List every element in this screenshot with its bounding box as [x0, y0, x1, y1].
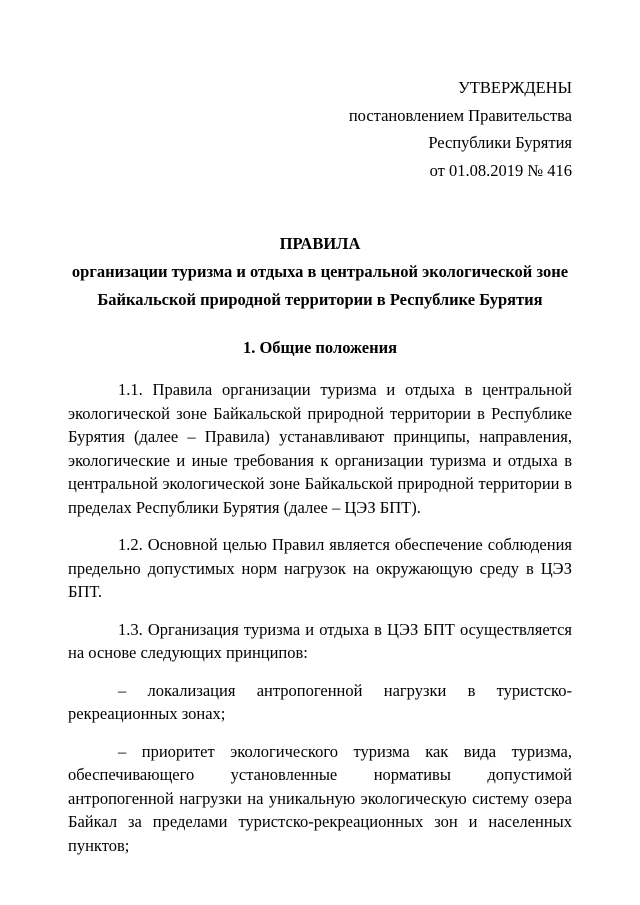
- approval-line: Республики Бурятия: [428, 133, 572, 152]
- approval-line: постановлением Правительства: [348, 105, 572, 125]
- approval-line: УТВЕРЖДЕНЫ: [458, 78, 572, 97]
- title-line: Байкальской природной территории в Республике Бурятия: [97, 290, 543, 309]
- paragraph: – локализация антропогенной нагрузки в туристско-рекреационных зонах;: [68, 680, 572, 723]
- paragraph: – приоритет экологического туризма как вида туризма, обеспечивающего установленные нормативы допустимой антропогенной нагрузки на уникальную экологическую систему озера Байкал за пределами туристско-рекреационных зон и населенных пунктов;: [68, 741, 572, 855]
- paragraph: 1.3. Организация туризма и отдыха в ЦЭЗ БПТ осуществляется на основе следующих принципов:: [68, 619, 572, 662]
- approval-block: [349, 74, 572, 184]
- title-line: организации туризма и отдыха в центральной экологической зоне: [71, 262, 569, 281]
- paragraph: 1.2. Основной целью Правил является обеспечение соблюдения предельно допустимых норм нагрузок на окружающую среду в ЦЭЗ БПТ.: [68, 535, 572, 601]
- title-line: ПРАВИЛА: [279, 234, 361, 253]
- document-title: [68, 230, 572, 314]
- section-heading: 1. Общие положения: [242, 338, 398, 357]
- paragraph: 1.1. Правила организации туризма и отдыха в центральной экологической зоне Байкальской природной территории в Республике Бурятия (далее – Правила) устанавливают принципы, направления, экологические и иные требования к организации туризма и отдыха в центральной экологической зоне Байкальской природной территории в пределах Республики Бурятия (далее – ЦЭЗ БПТ).: [68, 380, 572, 517]
- approval-date: от 01.08.2019 № 416: [429, 160, 572, 180]
- document-body: [68, 378, 572, 857]
